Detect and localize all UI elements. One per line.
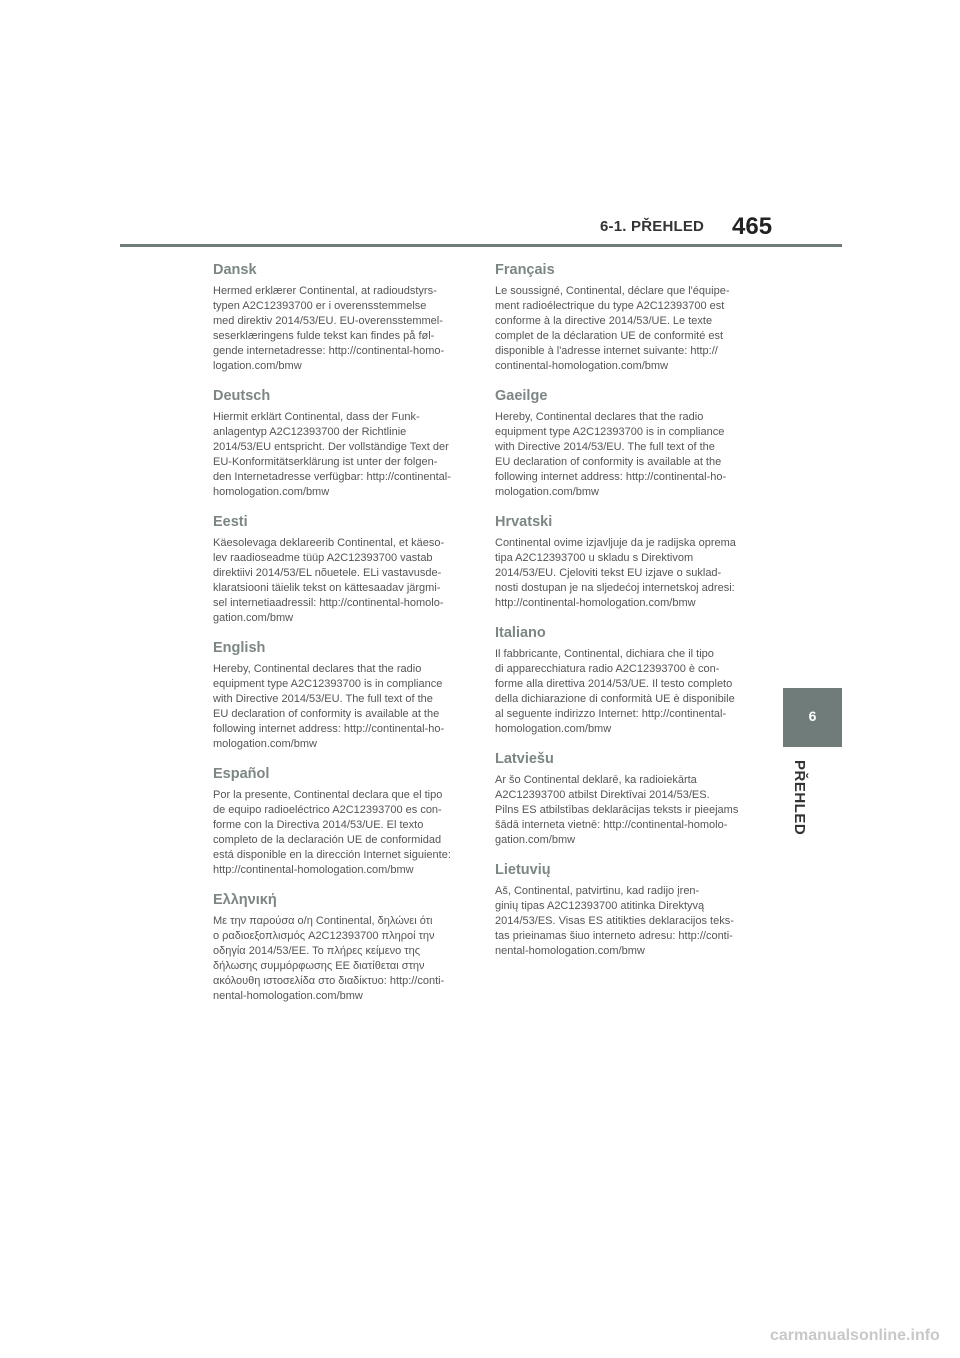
chapter-tab[interactable]	[783, 688, 842, 747]
declaration-line: della dichiarazione di conformità UE è disponibile	[495, 693, 735, 705]
declaration-text	[495, 884, 747, 959]
declaration-line: οδηγία 2014/53/ΕΕ. Το πλήρες κείμενο της	[213, 945, 421, 957]
declaration-text	[213, 788, 465, 878]
declaration-line: med direktiv 2014/53/EU. EU-overensstemmel-	[213, 315, 443, 327]
declaration-line: de equipo radioeléctrico A2C12393700 es con-	[213, 804, 442, 816]
declaration-line: A2C12393700 atbilst Direktīvai 2014/53/ES.	[495, 789, 710, 801]
declaration-text	[495, 410, 747, 500]
declaration-line: equipment type A2C12393700 is in compliance	[213, 678, 443, 690]
declaration-text	[495, 773, 747, 848]
page-header	[0, 0, 960, 250]
language-section	[495, 514, 747, 611]
declaration-line: ment radioélectrique du type A2C12393700 est	[495, 300, 725, 312]
declaration-line: http://continental-homologation.com/bmw	[495, 597, 696, 609]
declaration-line: following internet address: http://continental-ho-	[213, 723, 445, 735]
declaration-line: forme alla direttiva 2014/53/UE. Il testo completo	[495, 678, 733, 690]
declaration-line: with Directive 2014/53/EU. The full text of the	[213, 693, 433, 705]
declaration-line: Aš, Continental, patvirtinu, kad radijo įren-	[495, 885, 700, 897]
declaration-line: mologation.com/bmw	[213, 738, 317, 750]
declaration-line: ginių tipas A2C12393700 atitinka Direktyvą	[495, 900, 705, 912]
declaration-line: Hiermit erklärt Continental, dass der Funk-	[213, 411, 420, 423]
declaration-line: nental-homologation.com/bmw	[495, 945, 645, 957]
language-heading: Ελληνική	[213, 892, 277, 908]
declaration-line: with Directive 2014/53/EU. The full text of the	[495, 441, 715, 453]
declaration-line: Pilns ES atbilstības deklarācijas teksts ir pieejams	[495, 804, 739, 816]
declaration-line: Continental ovime izjavljuje da je radijska oprema	[495, 537, 736, 549]
declaration-line: homologation.com/bmw	[213, 486, 330, 498]
declaration-line: al seguente indirizzo Internet: http://continental-	[495, 708, 727, 720]
language-section	[213, 388, 465, 500]
language-heading: Italiano	[495, 625, 546, 641]
declaration-text	[495, 647, 747, 737]
language-heading: English	[213, 640, 266, 656]
declaration-text	[213, 536, 465, 626]
declaration-line: di apparecchiatura radio A2C12393700 è con-	[495, 663, 720, 675]
declaration-line: EU declaration of conformity is available at the	[213, 708, 440, 720]
declaration-line: gation.com/bmw	[495, 834, 576, 846]
language-section	[495, 751, 747, 848]
watermark: carmanualsonline.info	[770, 1327, 940, 1344]
declaration-text	[213, 284, 465, 374]
declaration-line: Le soussigné, Continental, déclare que l'équipe-	[495, 285, 730, 297]
language-section	[213, 766, 465, 878]
declaration-line: EU-Konformitätserklärung ist unter der folgen-	[213, 456, 438, 468]
declaration-line: forme con la Directiva 2014/53/UE. El texto	[213, 819, 424, 831]
declaration-line: šādā interneta vietnē: http://continental-homolo-	[495, 819, 728, 831]
declaration-line: Käesolevaga deklareerib Continental, et käeso-	[213, 537, 445, 549]
declaration-line: typen A2C12393700 er i overensstemmelse	[213, 300, 427, 312]
declaration-line: sel internetiaadressil: http://continental-homolo-	[213, 597, 444, 609]
chapter-side-label: PŘEHLED	[791, 760, 808, 836]
declaration-line: den Internetadresse verfügbar: http://continental-	[213, 471, 451, 483]
language-heading: Français	[495, 262, 555, 278]
declaration-line: tas prieinamas šiuo interneto adresu: http://conti-	[495, 930, 733, 942]
declaration-text	[213, 914, 465, 1004]
language-heading: Deutsch	[213, 388, 271, 404]
language-heading: Latviešu	[495, 751, 554, 767]
declaration-line: nosti dostupan je na sljedećoj internetskoj adresi:	[495, 582, 735, 594]
language-heading: Dansk	[213, 262, 257, 278]
declaration-line: está disponible en la dirección Internet siguiente:	[213, 849, 451, 861]
language-section	[213, 892, 465, 1004]
declaration-line: completo de la declaración UE de conformidad	[213, 834, 442, 846]
declaration-line: homologation.com/bmw	[495, 723, 612, 735]
language-heading: Lietuvių	[495, 862, 551, 878]
language-section	[213, 514, 465, 626]
language-section	[495, 625, 747, 737]
declaration-line: http://continental-homologation.com/bmw	[213, 864, 414, 876]
language-section	[495, 862, 747, 959]
declaration-line: Με την παρούσα ο/η Continental, δηλώνει ότι	[213, 915, 433, 927]
declaration-line: EU declaration of conformity is available at the	[495, 456, 722, 468]
declaration-line: gende internetadresse: http://continental-homo-	[213, 345, 445, 357]
declaration-line: disponible à l'adresse internet suivante: http://	[495, 345, 718, 357]
right-column	[495, 262, 747, 973]
declaration-text	[495, 284, 747, 374]
declaration-line: ο ραδιοεξοπλισμός A2C12393700 πληροί την	[213, 930, 435, 942]
language-heading: Hrvatski	[495, 514, 553, 530]
declaration-text	[213, 410, 465, 500]
declaration-line: tipa A2C12393700 u skladu s Direktivom	[495, 552, 694, 564]
declaration-line: Hermed erklærer Continental, at radioudstyrs-	[213, 285, 437, 297]
declaration-line: mologation.com/bmw	[495, 486, 599, 498]
declaration-line: continental-homologation.com/bmw	[495, 360, 669, 372]
declaration-line: 2014/53/ES. Visas ES atitikties deklaracijos teks-	[495, 915, 734, 927]
declaration-line: 2014/53/EU entspricht. Der vollständige Text der	[213, 441, 449, 453]
section-title: 6-1. PŘEHLED	[600, 218, 705, 235]
declaration-line: direktiivi 2014/53/EL nõuetele. ELi vastavusde-	[213, 567, 442, 579]
declaration-line: ακόλουθη ιστοσελίδα στο διαδίκτυο: http://conti-	[213, 975, 445, 987]
declaration-line: following internet address: http://continental-ho-	[495, 471, 727, 483]
declaration-text	[213, 662, 465, 752]
declaration-line: Por la presente, Continental declara que el tipo	[213, 789, 443, 801]
declaration-text	[495, 536, 747, 611]
declaration-line: Hereby, Continental declares that the radio	[495, 411, 704, 423]
declaration-line: Il fabbricante, Continental, dichiara che il tipo	[495, 648, 714, 660]
declaration-line: klaratsiooni täielik tekst on kättesaadav järgmi-	[213, 582, 441, 594]
page-number: 465	[732, 213, 773, 240]
declaration-line: nental-homologation.com/bmw	[213, 990, 363, 1002]
declaration-line: lev raadioseadme tüüp A2C12393700 vastab	[213, 552, 433, 564]
declaration-line: Ar šo Continental deklarē, ka radioiekārta	[495, 774, 697, 786]
language-section	[495, 388, 747, 500]
language-heading: Eesti	[213, 514, 248, 530]
declaration-line: seserklæringens fulde tekst kan findes på føl-	[213, 330, 435, 342]
language-heading: Gaeilge	[495, 388, 548, 404]
declaration-line: gation.com/bmw	[213, 612, 294, 624]
language-section	[213, 262, 465, 374]
declaration-line: δήλωσης συμμόρφωσης ΕΕ διατίθεται στην	[213, 960, 425, 972]
declaration-line: 2014/53/EU. Cjeloviti tekst EU izjave o suklad-	[495, 567, 722, 579]
declaration-line: Hereby, Continental declares that the radio	[213, 663, 422, 675]
declaration-line: complet de la déclaration UE de conformité est	[495, 330, 724, 342]
language-section	[495, 262, 747, 374]
declaration-line: conforme à la directive 2014/53/UE. Le texte	[495, 315, 713, 327]
declaration-line: equipment type A2C12393700 is in compliance	[495, 426, 725, 438]
language-heading: Español	[213, 766, 270, 782]
left-column	[213, 262, 465, 1018]
language-section	[213, 640, 465, 752]
declaration-line: anlagentyp A2C12393700 der Richtlinie	[213, 426, 407, 438]
chapter-tab-number: 6	[808, 708, 817, 724]
header-divider	[120, 244, 842, 247]
declaration-line: logation.com/bmw	[213, 360, 302, 372]
